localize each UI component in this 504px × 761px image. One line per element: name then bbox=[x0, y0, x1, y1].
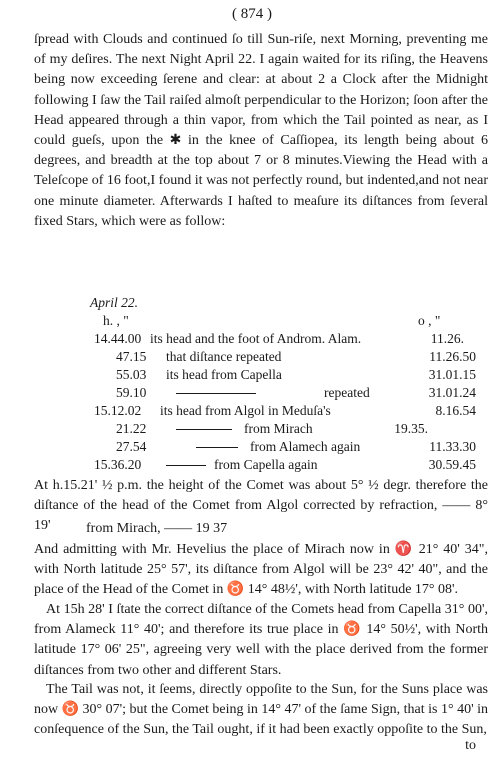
paragraph-observation: ſpread with Clouds and continued ſo till Sun-riſe, next Morning, preventing me of my deſires. The next Night April 22. I again waited for its riſing, the Heavens being now exceeding ſerene and clear: at about 2 a Clock after the Midnight following I ſaw the Tail raiſed almoſt perpendicular to the Horizon; ſoon after the Head appeared through a thin vapor, from which the Tail pointed as near, as I could gueſs, upon the ✱ in the knee of Caſſiopea, its length being about 6 degrees, and breadth at the top about 7 or 8 minutes.Viewing the Head with a Teleſcope of 16 foot,I found it was not perfectly round, but indented,and not near one minute diameter. Afterwards I haſted to meaſure its diſtances from ſeveral fixed Stars, which were as follow: bbox=[34, 32, 488, 229]
table-row-text: that diſtance repeated bbox=[166, 349, 282, 364]
table-row-dash bbox=[190, 438, 244, 456]
table-row-time: 27.54 bbox=[116, 439, 147, 454]
table-header-degrees: o , " bbox=[418, 313, 441, 328]
table-row-time: 15.36.20 bbox=[94, 457, 142, 472]
page-number: ( 874 ) bbox=[232, 6, 272, 22]
table-row-text: from Alamech again bbox=[250, 439, 361, 454]
paragraph-correct-distance: At 15h 28' I ſtate the correct diſtance of the Comets head from Capella 31° 00', from Alameck 11° 40'; and therefore its true place in ♉ 14° 50½', with North latitude 17° 06' 25", agreeing very well with the place derived from the former diſtances from two other and different Stars. bbox=[34, 602, 488, 678]
table-row-time: 59.10 bbox=[116, 385, 147, 400]
table-row-text: from Mirach bbox=[244, 421, 313, 436]
table-date: April 22. bbox=[90, 295, 139, 310]
table-row-dash bbox=[160, 456, 212, 474]
table-row-time: 47.15 bbox=[116, 349, 147, 364]
table-row-value: 19.35. bbox=[394, 421, 428, 436]
table-row-value: 11.26.50 bbox=[429, 349, 476, 364]
table-row-value: 31.01.24 bbox=[428, 385, 476, 400]
table-row-text: its head and the foot of Androm. Alam. bbox=[150, 331, 362, 346]
paragraph-hevelius: And admitting with Mr. Hevelius the place of Mirach now in ♈ 21° 40' 34", with North latitude 25° 57', its diſtance from Algol will be 23° 42' 40", and the place of the Head of the Comet in ♉ 14° 48½', with North latitude 17° 08'. bbox=[34, 542, 488, 598]
table-row-value: 8.16.54 bbox=[435, 403, 476, 418]
paragraph-mirach-distance: from Mirach, —— 19 37 bbox=[86, 521, 228, 536]
catchword: to bbox=[465, 738, 476, 753]
table-row-text: its head from Capella bbox=[166, 367, 282, 382]
table-row-value: 30.59.45 bbox=[428, 457, 476, 472]
paragraph-refraction: At h.15.21' ½ p.m. the height of the Comet was about 5° ½ degr. therefore the diſtance of the head of the Comet from Algol corrected by refraction, —— 8° 19' bbox=[34, 478, 488, 534]
table-row-text: its head from Algol in Meduſa's bbox=[160, 403, 331, 418]
table-row-time: 21.22 bbox=[116, 421, 147, 436]
table-row-time: 15.12.02 bbox=[94, 403, 142, 418]
table-header-time: h. , " bbox=[103, 313, 129, 328]
table-row-dash bbox=[170, 384, 262, 402]
table-row-dash bbox=[170, 420, 238, 438]
table-row-value: 11.33.30 bbox=[429, 439, 476, 454]
table-row-time: 14.44.00 bbox=[94, 331, 142, 346]
table-row-text: repeated bbox=[324, 385, 370, 400]
table-row-value: 11.26. bbox=[430, 331, 464, 346]
table-row-time: 55.03 bbox=[116, 367, 147, 382]
table-row-text: from Capella again bbox=[214, 457, 318, 472]
table-row-value: 31.01.15 bbox=[428, 367, 476, 382]
paragraph-tail: The Tail was not, it ſeems, directly oppoſite to the Sun, for the Suns place was now ♉ 30° 07'; but the Comet being in 14° 47' of the ſame Sign, that is 1° 40' in conſequence of the Sun, the Tail ought, if it had been exactly oppoſite to the Sun, bbox=[34, 682, 488, 738]
